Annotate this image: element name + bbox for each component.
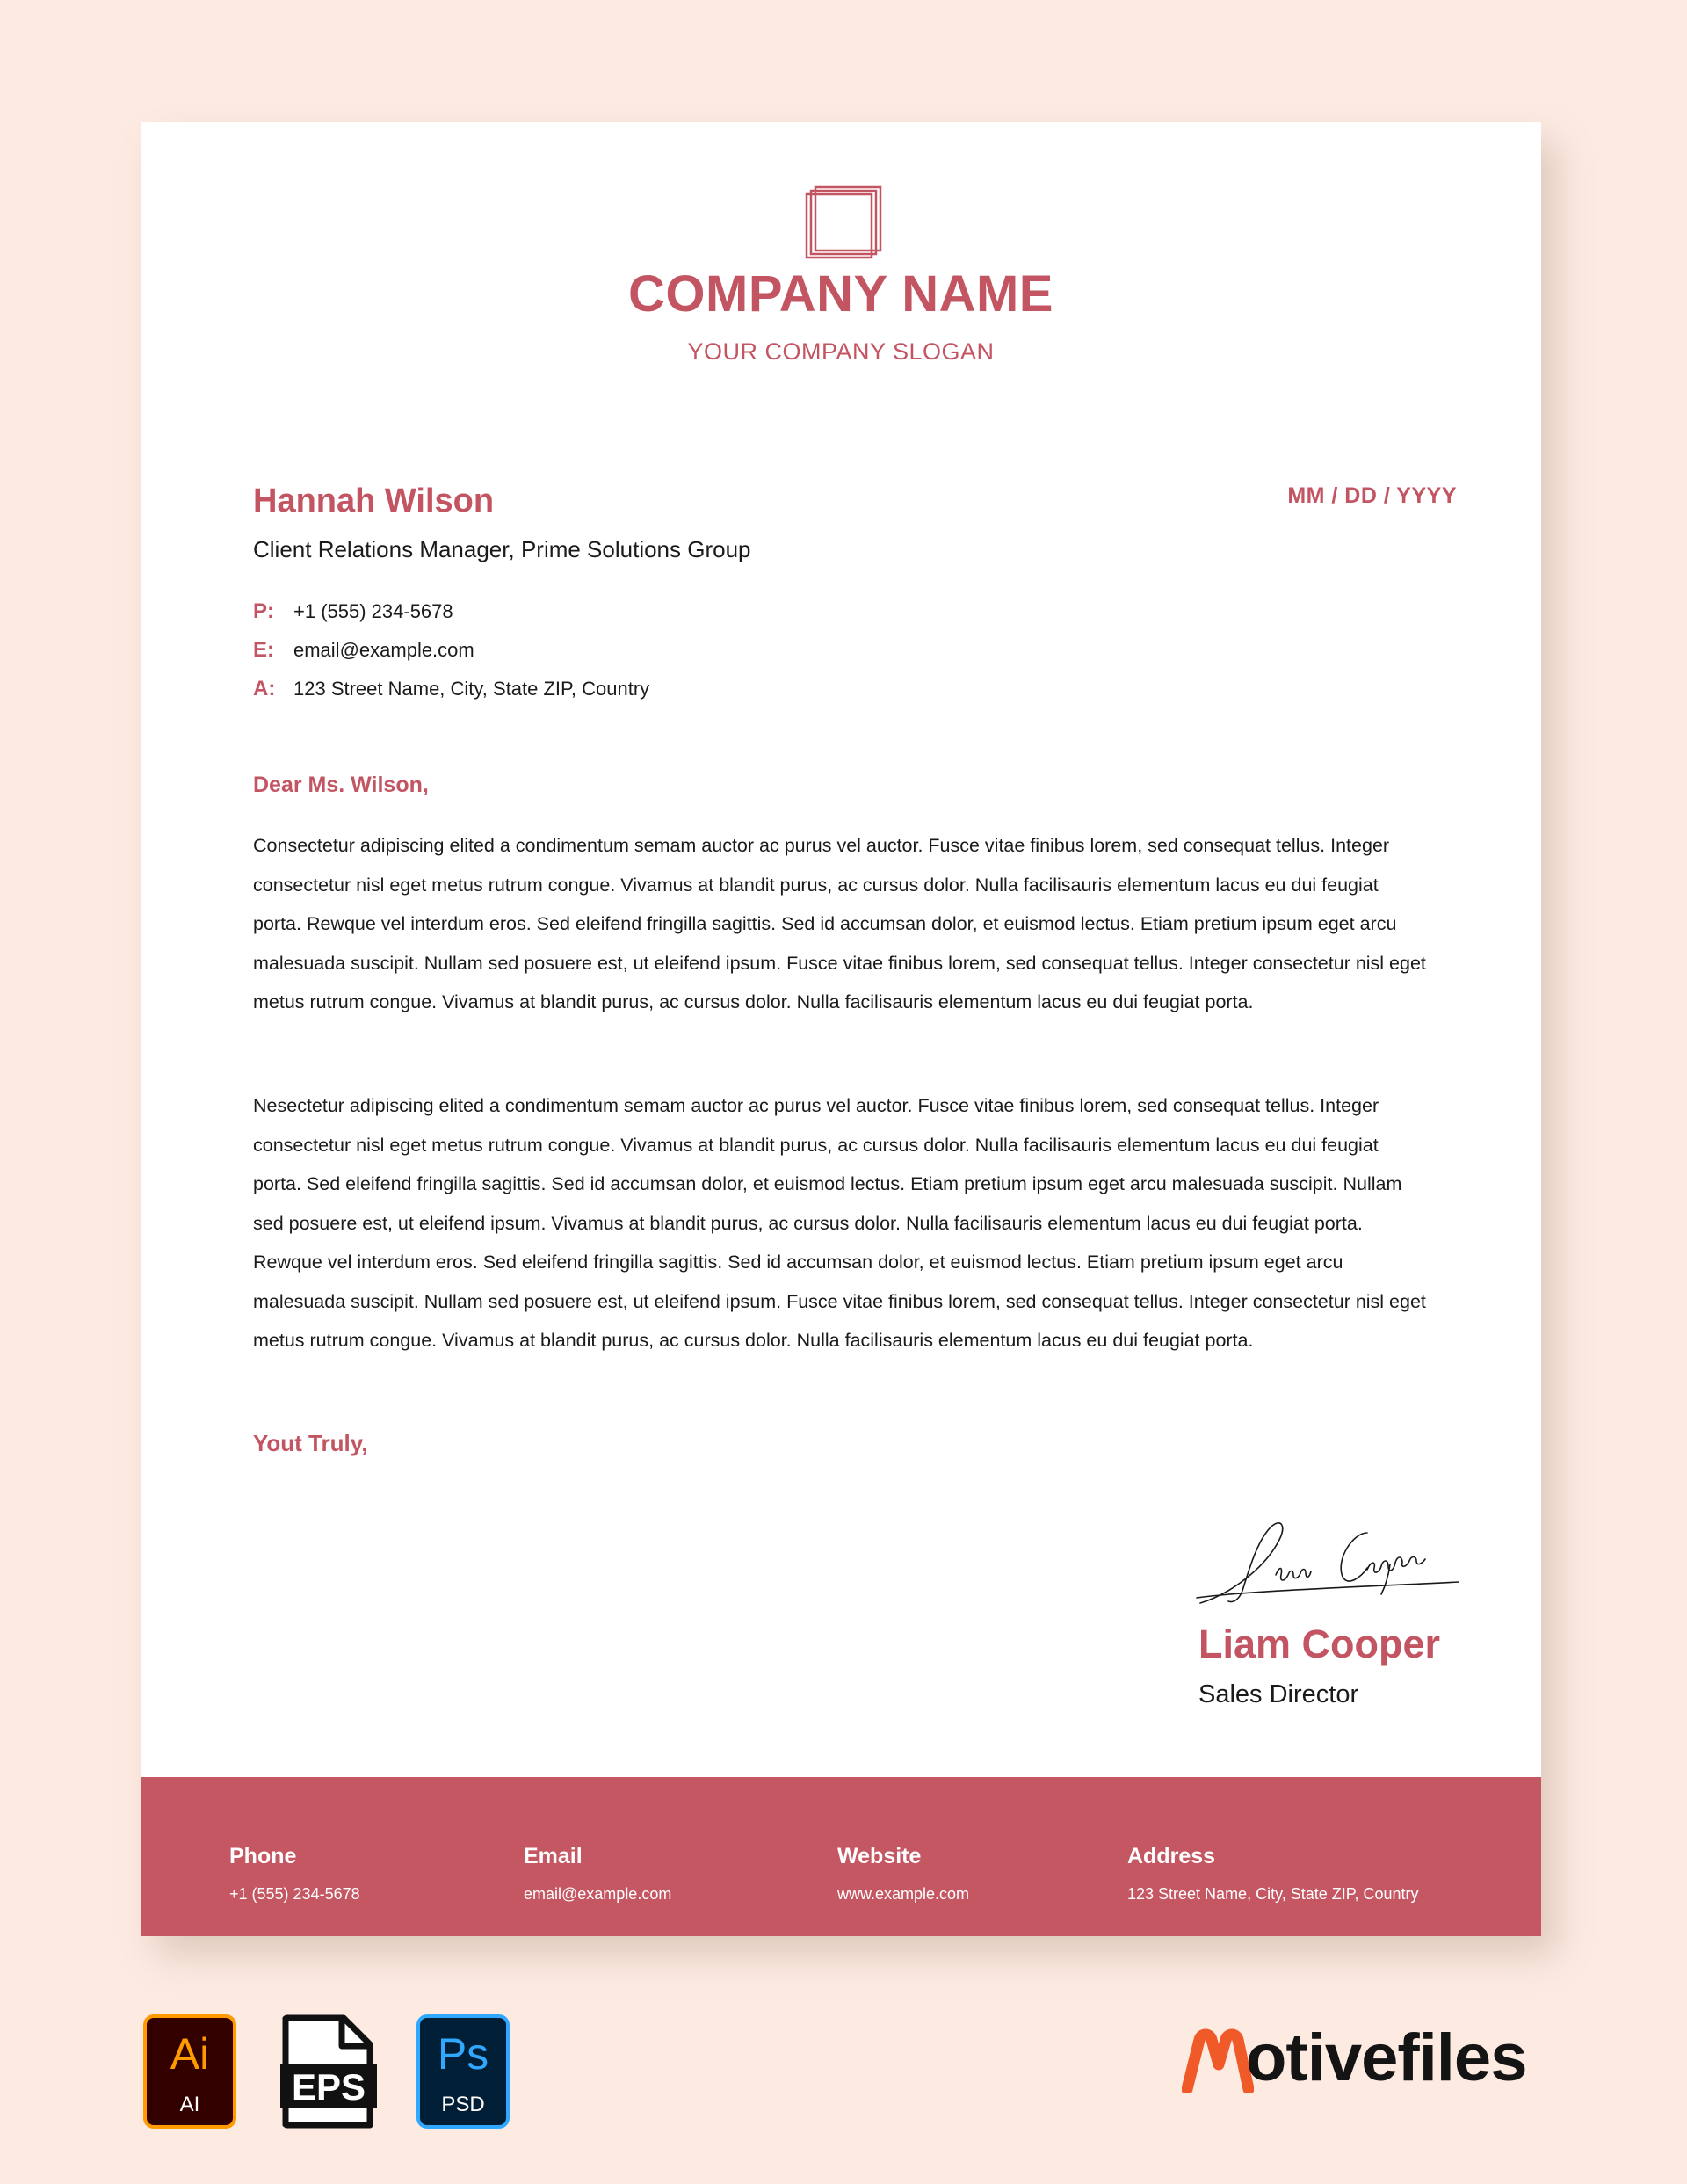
motivefiles-logo-icon	[1182, 2026, 1254, 2093]
footer-phone	[229, 1844, 360, 1904]
ps-caption: PSD	[441, 2093, 485, 2116]
footer-bar	[141, 1777, 1541, 1936]
adobe-illustrator-icon	[143, 2014, 236, 2129]
contact-value: +1 (555) 234-5678	[293, 600, 453, 622]
contact-value: email@example.com	[293, 639, 474, 661]
brand-name	[1246, 2020, 1526, 2096]
letter-greeting: Dear Ms. Wilson,	[253, 773, 429, 797]
contact-value: 123 Street Name, City, State ZIP, Country	[293, 678, 650, 700]
footer-website	[837, 1844, 969, 1904]
company-slogan: YOUR COMPANY SLOGAN	[687, 338, 995, 365]
footer-value: 123 Street Name, City, State ZIP, Country	[1127, 1885, 1419, 1903]
adobe-photoshop-icon	[416, 2014, 510, 2129]
ps-glyph: Ps	[437, 2029, 489, 2079]
ai-caption: AI	[179, 2093, 200, 2116]
sender-name: Liam Cooper	[1198, 1622, 1441, 1666]
recipient-name: Hannah Wilson	[253, 483, 495, 519]
sender-title: Sales Director	[1198, 1680, 1359, 1709]
footer-heading: Address	[1127, 1844, 1216, 1868]
letterhead-page	[141, 122, 1541, 1936]
recipient-title: Client Relations Manager, Prime Solutions Group	[253, 536, 751, 562]
eps-glyph: EPS	[291, 2066, 366, 2108]
brand-name-text: otivefiles	[1246, 2021, 1527, 2095]
contact-label: P:	[253, 599, 274, 623]
company-name: COMPANY NAME	[628, 265, 1053, 323]
contact-email	[253, 638, 868, 663]
footer-value: www.example.com	[837, 1885, 970, 1903]
letter-date: MM / DD / YYYY	[1287, 483, 1457, 508]
contact-label: A:	[253, 677, 276, 700]
handwritten-signature	[1195, 1506, 1476, 1612]
eps-file-icon	[280, 2014, 377, 2129]
footer-email	[524, 1844, 671, 1904]
footer-heading: Website	[837, 1844, 922, 1868]
footer-value: email@example.com	[524, 1885, 672, 1903]
body-paragraph: Consectetur adipiscing elited a condimentum semam auctor ac purus vel auctor. Fusce vitae finibus lorem, sed consequat tellus. Integer consectetur nisl eget metus rutrum congue. Vivamus at blandit purus, ac cursus dolor. Nulla facilisauris elementum lacus eu dui feugiat porta. Rewque vel interdum eros. Sed eleifend fringilla sagittis. Sed id accumsan dolor, et euismod lectus. Etiam pretium ipsum eget arcu malesuada suscipit. Nullam sed posuere est, ut eleifend ipsum. Fusce vitae finibus lorem, sed consequat tellus. Integer consectetur nisl eget metus rutrum congue. Vivamus at blandit purus, ac cursus dolor. Nulla facilisauris elementum lacus eu dui feugiat porta.	[253, 835, 1426, 1012]
footer-heading: Phone	[229, 1844, 297, 1868]
contact-label: E:	[253, 638, 274, 662]
body-paragraph: Nesectetur adipiscing elited a condimentum semam auctor ac purus vel auctor. Fusce vitae finibus lorem, sed consequat tellus. Integer consectetur nisl eget metus rutrum congue. Vivamus at blandit purus, ac cursus dolor. Nulla facilisauris elementum lacus eu dui feugiat porta. Sed eleifend fringilla sagittis. Sed id accumsan dolor, et euismod lectus. Etiam pretium ipsum eget arcu malesuada suscipit. Nullam sed posuere est, ut eleifend ipsum. Vivamus at blandit purus, ac cursus dolor. Nulla facilisauris elementum lacus eu dui feugiat porta. Rewque vel interdum eros. Sed eleifend fringilla sagittis. Sed id accumsan dolor, et euismod lectus. Etiam pretium ipsum eget arcu malesuada suscipit. Nullam sed posuere est, ut eleifend ipsum. Fusce vitae finibus lorem, sed consequat tellus. Integer consectetur nisl eget metus rutrum congue. Vivamus at blandit purus, ac cursus dolor. Nulla facilisauris elementum lacus eu dui feugiat porta.	[253, 1095, 1426, 1351]
footer-value: +1 (555) 234-5678	[229, 1885, 360, 1903]
nested-squares-icon	[803, 185, 884, 261]
contact-phone	[253, 599, 868, 624]
footer-address	[1127, 1844, 1418, 1904]
footer-heading: Email	[524, 1844, 583, 1868]
ai-glyph: Ai	[170, 2029, 210, 2079]
letter-closing: Yout Truly,	[253, 1430, 368, 1456]
contact-address	[253, 677, 868, 701]
